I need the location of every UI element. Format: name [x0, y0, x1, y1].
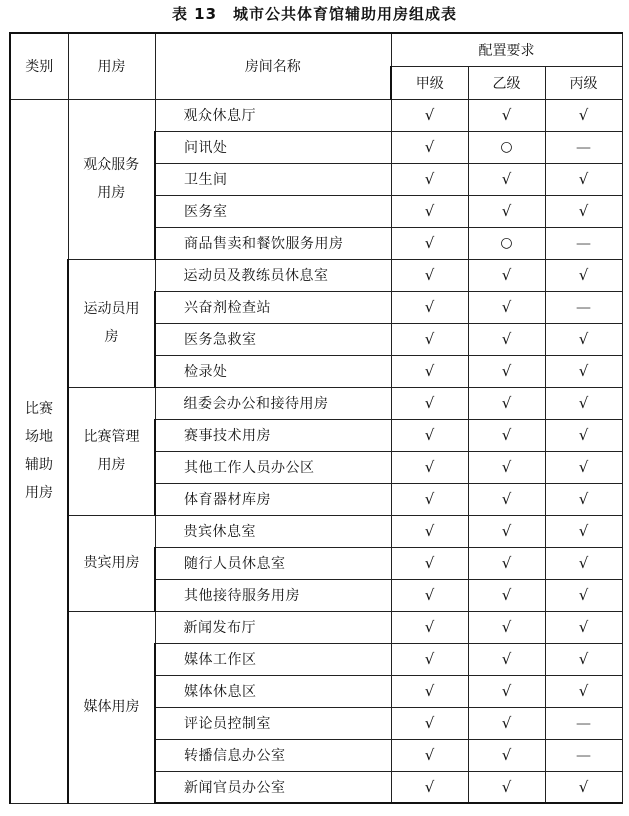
check-mark: √	[391, 291, 468, 323]
check-mark: √	[545, 515, 622, 547]
check-mark: √	[391, 547, 468, 579]
room-name-cell: 观众休息厅	[155, 99, 391, 131]
room-name-cell: 媒体工作区	[155, 643, 391, 675]
dash-mark: —	[545, 291, 622, 323]
room-name-cell: 贵宾休息室	[155, 515, 391, 547]
check-mark: √	[391, 131, 468, 163]
check-mark: √	[545, 451, 622, 483]
room-name-cell: 卫生间	[155, 163, 391, 195]
circle-mark: ○	[468, 131, 545, 163]
check-mark: √	[468, 547, 545, 579]
check-mark: √	[468, 355, 545, 387]
dash-mark: —	[545, 739, 622, 771]
check-mark: √	[468, 259, 545, 291]
dash-mark: —	[545, 707, 622, 739]
header-row-1	[10, 33, 622, 66]
header-room-type: 用房	[68, 33, 155, 99]
check-mark: √	[468, 195, 545, 227]
check-mark: √	[391, 355, 468, 387]
check-mark: √	[468, 771, 545, 803]
check-mark: √	[468, 611, 545, 643]
table-row	[10, 515, 622, 547]
room-name-cell: 商品售卖和餐饮服务用房	[155, 227, 391, 259]
room-name-cell: 转播信息办公室	[155, 739, 391, 771]
room-name-cell: 检录处	[155, 355, 391, 387]
check-mark: √	[545, 323, 622, 355]
check-mark: √	[545, 355, 622, 387]
check-mark: √	[545, 771, 622, 803]
check-mark: √	[545, 99, 622, 131]
check-mark: √	[468, 675, 545, 707]
check-mark: √	[391, 259, 468, 291]
table-row	[10, 387, 622, 419]
group-label: 观众服务用房	[83, 157, 140, 201]
check-mark: √	[391, 195, 468, 227]
check-mark: √	[468, 515, 545, 547]
check-mark: √	[545, 611, 622, 643]
room-name-cell: 体育器材库房	[155, 483, 391, 515]
check-mark: √	[391, 387, 468, 419]
check-mark: √	[545, 675, 622, 707]
check-mark: √	[468, 99, 545, 131]
header-category: 类别	[10, 33, 68, 99]
dash-mark: —	[545, 227, 622, 259]
room-name-cell: 组委会办公和接待用房	[155, 387, 391, 419]
check-mark: √	[391, 419, 468, 451]
group-cell	[68, 259, 155, 387]
room-name-cell: 运动员及教练员休息室	[155, 259, 391, 291]
room-name-cell: 媒体休息区	[155, 675, 391, 707]
group-cell	[68, 611, 155, 803]
check-mark: √	[391, 451, 468, 483]
check-mark: √	[391, 611, 468, 643]
check-mark: √	[545, 259, 622, 291]
check-mark: √	[391, 771, 468, 803]
check-mark: √	[468, 163, 545, 195]
check-mark: √	[468, 323, 545, 355]
room-name-cell: 赛事技术用房	[155, 419, 391, 451]
header-config: 配置要求	[391, 33, 622, 66]
group-cell	[68, 515, 155, 611]
table-title-text: 城市公共体育馆辅助用房组成表	[233, 5, 458, 23]
check-mark: √	[391, 227, 468, 259]
room-name-cell: 医务室	[155, 195, 391, 227]
check-mark: √	[468, 483, 545, 515]
circle-mark: ○	[468, 227, 545, 259]
check-mark: √	[545, 387, 622, 419]
room-name-cell: 其他工作人员办公区	[155, 451, 391, 483]
group-label: 比赛管理用房	[83, 429, 140, 473]
room-name-cell: 随行人员休息室	[155, 547, 391, 579]
check-mark: √	[391, 99, 468, 131]
check-mark: √	[545, 643, 622, 675]
check-mark: √	[391, 643, 468, 675]
check-mark: √	[545, 163, 622, 195]
room-name-cell: 医务急救室	[155, 323, 391, 355]
table-title	[0, 0, 629, 28]
group-label: 贵宾用房	[83, 555, 140, 571]
room-name-cell: 新闻官员办公室	[155, 771, 391, 803]
group-cell	[68, 99, 155, 259]
table-number: 表 13	[171, 5, 218, 23]
group-label: 运动员用房	[83, 301, 140, 345]
check-mark: √	[468, 707, 545, 739]
table-row	[10, 611, 622, 643]
check-mark: √	[468, 387, 545, 419]
check-mark: √	[468, 451, 545, 483]
table-row	[10, 99, 622, 131]
check-mark: √	[545, 483, 622, 515]
room-name-cell: 其他接待服务用房	[155, 579, 391, 611]
check-mark: √	[545, 547, 622, 579]
category-cell	[10, 99, 68, 803]
check-mark: √	[391, 323, 468, 355]
check-mark: √	[468, 419, 545, 451]
check-mark: √	[391, 483, 468, 515]
check-mark: √	[468, 579, 545, 611]
header-room-name: 房间名称	[155, 33, 391, 99]
check-mark: √	[468, 643, 545, 675]
check-mark: √	[391, 675, 468, 707]
table-row	[10, 259, 622, 291]
check-mark: √	[545, 579, 622, 611]
room-name-cell: 兴奋剂检查站	[155, 291, 391, 323]
check-mark: √	[391, 707, 468, 739]
group-cell	[68, 387, 155, 515]
dash-mark: —	[545, 131, 622, 163]
check-mark: √	[391, 579, 468, 611]
check-mark: √	[468, 739, 545, 771]
check-mark: √	[468, 291, 545, 323]
header-grade-c: 丙级	[545, 66, 622, 99]
room-name-cell: 问讯处	[155, 131, 391, 163]
room-name-cell: 评论员控制室	[155, 707, 391, 739]
header-grade-a: 甲级	[391, 66, 468, 99]
auxiliary-rooms-table	[9, 32, 623, 804]
check-mark: √	[391, 163, 468, 195]
check-mark: √	[545, 419, 622, 451]
check-mark: √	[545, 195, 622, 227]
room-name-cell: 新闻发布厅	[155, 611, 391, 643]
group-label: 媒体用房	[83, 699, 140, 715]
header-grade-b: 乙级	[468, 66, 545, 99]
check-mark: √	[391, 739, 468, 771]
check-mark: √	[391, 515, 468, 547]
category-label: 比赛场地辅助用房	[25, 401, 53, 501]
